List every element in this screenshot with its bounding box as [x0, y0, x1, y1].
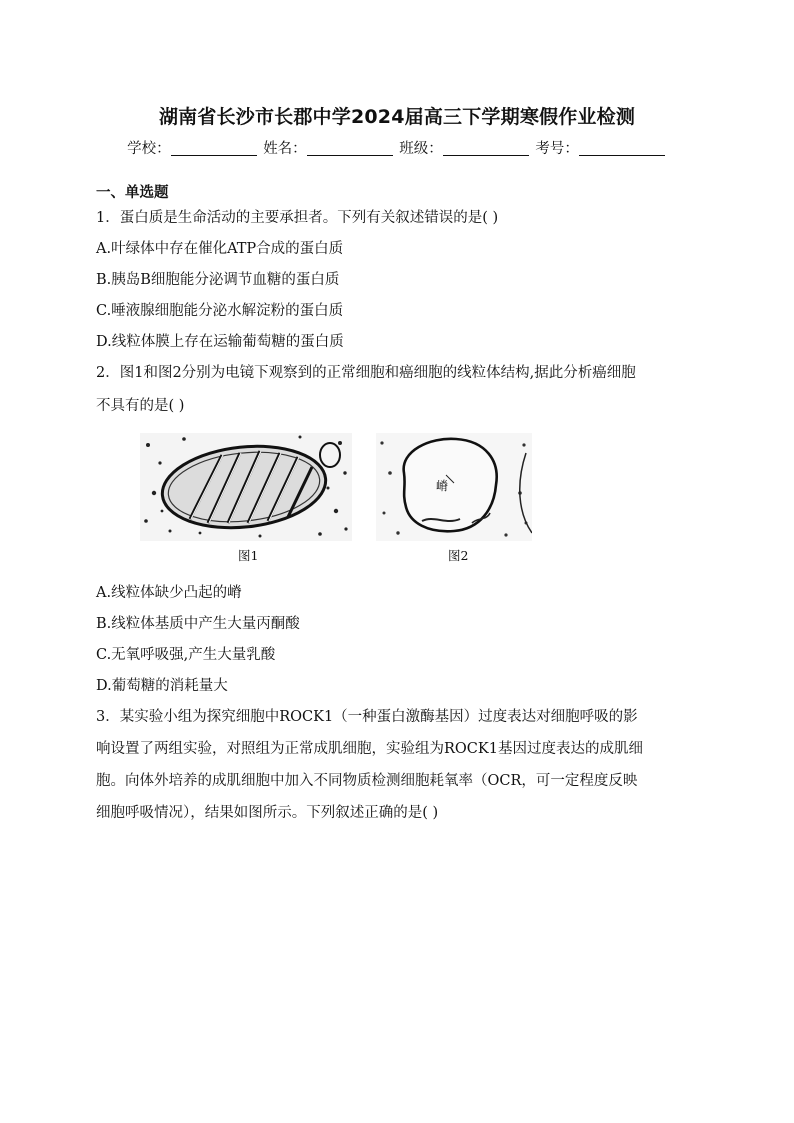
id-blank[interactable] [579, 141, 665, 156]
q3-stem-line2: 响设置了两组实验，对照组为正常成肌细胞，实验组为ROCK1基因过度表达的成肌细 [96, 741, 643, 757]
q2-option-a: A.线粒体缺少凸起的嵴 [96, 585, 242, 601]
q2-option-d: D.葡萄糖的消耗量大 [96, 678, 228, 694]
q2-option-c: C.无氧呼吸强,产生大量乳酸 [96, 647, 276, 663]
class-label: 班级： [399, 141, 443, 157]
name-blank[interactable] [307, 141, 393, 156]
mitochondria-figures [140, 433, 532, 565]
q1-option-a: A.叶绿体中存在催化ATP合成的蛋白质 [96, 241, 344, 257]
school-label: 学校： [127, 141, 171, 157]
q1-option-c: C.唾液腺细胞能分泌水解淀粉的蛋白质 [96, 303, 344, 319]
class-blank[interactable] [443, 141, 529, 156]
figure-2-crista-label: 嵴 [436, 479, 449, 493]
school-blank[interactable] [171, 141, 257, 156]
student-info-row [0, 137, 794, 158]
id-label: 考号： [535, 141, 579, 157]
q2-stem-line1: 2．图1和图2分别为电镜下观察到的正常细胞和癌细胞的线粒体结构,据此分析癌细胞 [96, 365, 636, 381]
q1-option-d: D.线粒体膜上存在运输葡萄糖的蛋白质 [96, 334, 344, 350]
q3-stem-line1: 3．某实验小组为探究细胞中ROCK1（一种蛋白激酶基因）过度表达对细胞呼吸的影 [96, 709, 638, 725]
figure-2-caption: 图2 [448, 548, 469, 563]
figure-2-cancer-mitochondrion [376, 433, 532, 563]
q3-stem-line4: 细胞呼吸情况），结果如图所示。下列叙述正确的是( ) [96, 805, 439, 821]
q2-stem-line2: 不具有的是( ) [96, 398, 185, 414]
q2-option-b: B.线粒体基质中产生大量丙酮酸 [96, 616, 300, 632]
figure-1-normal-mitochondrion [140, 433, 352, 563]
q1-option-b: B.胰岛B细胞能分泌调节血糖的蛋白质 [96, 272, 340, 288]
q1-stem: 1．蛋白质是生命活动的主要承担者。下列有关叙述错误的是( ) [96, 210, 499, 226]
section-heading: 一、单选题 [96, 185, 169, 201]
name-label: 姓名： [263, 141, 307, 157]
page-title: 湖南省长沙市长郡中学2024届高三下学期寒假作业检测 [158, 106, 636, 128]
figure-1-caption: 图1 [238, 548, 259, 563]
q3-stem-line3: 胞。向体外培养的成肌细胞中加入不同物质检测细胞耗氧率（OCR，可一定程度反映 [96, 773, 638, 789]
